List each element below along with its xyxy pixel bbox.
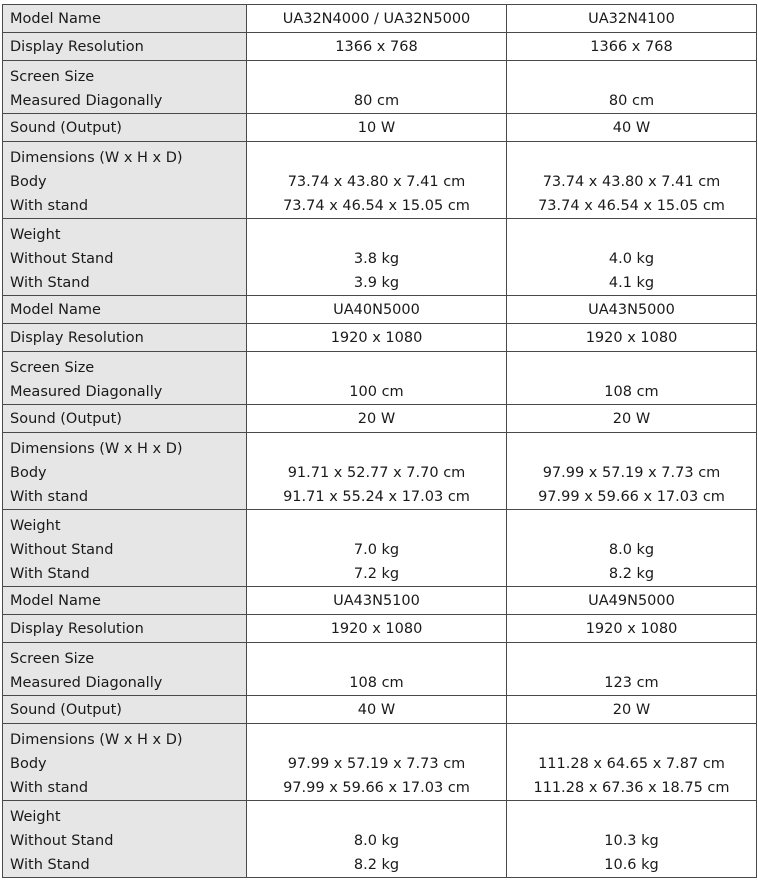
spec-label: With stand	[10, 489, 89, 505]
spec-label-cell	[3, 61, 247, 114]
spec-value: 1920 x 1080	[330, 621, 423, 637]
spec-label: Display Resolution	[10, 39, 144, 55]
spec-value-cell	[507, 724, 757, 801]
spec-value: 1366 x 768	[335, 39, 418, 55]
spec-value-cell	[247, 696, 507, 724]
spec-label: With stand	[10, 780, 89, 796]
spec-value: 7.2 kg	[353, 566, 400, 582]
spec-label: Without Stand	[10, 833, 114, 849]
spec-label: Without Stand	[10, 251, 114, 267]
spec-label-cell	[3, 114, 247, 142]
spec-value: 111.28 x 64.65 x 7.87 cm	[538, 756, 725, 772]
spec-value: 4.1 kg	[608, 275, 655, 291]
spec-label: Body	[10, 465, 47, 481]
spec-label: With Stand	[10, 566, 90, 582]
spec-label-cell	[3, 405, 247, 433]
spec-label: Sound (Output)	[10, 702, 122, 718]
weight-row	[3, 801, 757, 878]
spec-value-cell	[247, 219, 507, 296]
spec-value-cell	[507, 219, 757, 296]
spec-value: UA32N4000 / UA32N5000	[282, 11, 471, 27]
spec-label-cell	[3, 696, 247, 724]
spec-label: With Stand	[10, 275, 90, 291]
spec-value: 73.74 x 46.54 x 15.05 cm	[283, 198, 470, 214]
spec-label: Measured Diagonally	[10, 675, 163, 691]
spec-label-cell	[3, 615, 247, 643]
spec-value: 80 cm	[353, 93, 400, 109]
spec-label: Dimensions (W x H x D)	[10, 441, 183, 457]
spec-value-cell	[247, 643, 507, 696]
spec-value-cell	[247, 324, 507, 352]
spec-value: 10 W	[357, 120, 396, 136]
spec-label-cell	[3, 801, 247, 878]
spec-value-cell	[247, 510, 507, 587]
spec-label: Body	[10, 174, 47, 190]
spec-label: Measured Diagonally	[10, 384, 163, 400]
spec-value-cell	[507, 352, 757, 405]
spec-value: 20 W	[357, 411, 396, 427]
spec-value-cell	[247, 724, 507, 801]
spec-value: 97.99 x 57.19 x 7.73 cm	[287, 756, 466, 772]
spec-value: UA43N5100	[333, 593, 420, 609]
spec-value: UA40N5000	[333, 302, 420, 318]
spec-value-cell	[247, 296, 507, 324]
spec-label: Weight	[10, 809, 61, 825]
spec-value-cell	[507, 801, 757, 878]
spec-value: 1920 x 1080	[585, 621, 678, 637]
spec-value-cell	[507, 615, 757, 643]
spec-table-body	[3, 5, 757, 878]
spec-label: Display Resolution	[10, 621, 144, 637]
spec-table	[2, 4, 757, 878]
spec-label: Weight	[10, 227, 61, 243]
spec-value: 10.3 kg	[604, 833, 659, 849]
spec-value: 8.2 kg	[353, 857, 400, 873]
spec-label: Without Stand	[10, 542, 114, 558]
spec-value: 40 W	[357, 702, 396, 718]
spec-value-cell	[507, 405, 757, 433]
spec-label-cell	[3, 352, 247, 405]
spec-label: Screen Size	[10, 360, 95, 376]
display-resolution-row	[3, 615, 757, 643]
spec-value: 97.99 x 59.66 x 17.03 cm	[538, 489, 725, 505]
spec-value: 8.0 kg	[608, 542, 655, 558]
spec-label: Body	[10, 756, 47, 772]
spec-label: Sound (Output)	[10, 411, 122, 427]
dimensions-row	[3, 433, 757, 510]
spec-value: 20 W	[612, 702, 651, 718]
spec-value: 3.9 kg	[353, 275, 400, 291]
dimensions-row	[3, 142, 757, 219]
spec-value: 91.71 x 55.24 x 17.03 cm	[283, 489, 470, 505]
spec-value-cell	[247, 33, 507, 61]
screen-size-row	[3, 61, 757, 114]
spec-label-cell	[3, 510, 247, 587]
spec-label-cell	[3, 33, 247, 61]
spec-value: 100 cm	[349, 384, 404, 400]
display-resolution-row	[3, 324, 757, 352]
spec-value-cell	[507, 33, 757, 61]
display-resolution-row	[3, 33, 757, 61]
spec-label: Weight	[10, 518, 61, 534]
spec-value-cell	[247, 587, 507, 615]
sound-output-row	[3, 405, 757, 433]
spec-value-cell	[507, 510, 757, 587]
spec-value: 73.74 x 46.54 x 15.05 cm	[538, 198, 725, 214]
spec-label-cell	[3, 219, 247, 296]
spec-label-cell	[3, 5, 247, 33]
spec-value-cell	[507, 324, 757, 352]
spec-label-cell	[3, 587, 247, 615]
spec-label: Measured Diagonally	[10, 93, 163, 109]
spec-value: 4.0 kg	[608, 251, 655, 267]
spec-value-cell	[507, 114, 757, 142]
spec-label: Dimensions (W x H x D)	[10, 732, 183, 748]
spec-value: 8.0 kg	[353, 833, 400, 849]
spec-label: With Stand	[10, 857, 90, 873]
spec-value-cell	[247, 433, 507, 510]
spec-label-cell	[3, 296, 247, 324]
spec-value: 73.74 x 43.80 x 7.41 cm	[287, 174, 466, 190]
model-name-row	[3, 587, 757, 615]
spec-value: 1920 x 1080	[585, 330, 678, 346]
spec-value: 20 W	[612, 411, 651, 427]
screen-size-row	[3, 352, 757, 405]
spec-value: 108 cm	[349, 675, 404, 691]
spec-label-cell	[3, 433, 247, 510]
spec-value-cell	[507, 696, 757, 724]
spec-value-cell	[247, 615, 507, 643]
dimensions-row	[3, 724, 757, 801]
spec-value-cell	[247, 352, 507, 405]
spec-label: Model Name	[10, 302, 101, 318]
spec-label: Screen Size	[10, 651, 95, 667]
weight-row	[3, 510, 757, 587]
spec-value-cell	[507, 587, 757, 615]
spec-label-cell	[3, 324, 247, 352]
spec-value: 40 W	[612, 120, 651, 136]
spec-value-cell	[507, 61, 757, 114]
model-name-row	[3, 296, 757, 324]
spec-value: 3.8 kg	[353, 251, 400, 267]
spec-value-cell	[507, 433, 757, 510]
weight-row	[3, 219, 757, 296]
spec-label: Display Resolution	[10, 330, 144, 346]
screen-size-row	[3, 643, 757, 696]
spec-value: 97.99 x 57.19 x 7.73 cm	[542, 465, 721, 481]
spec-value: UA32N4100	[588, 11, 675, 27]
spec-value: 123 cm	[604, 675, 659, 691]
spec-value: 111.28 x 67.36 x 18.75 cm	[533, 780, 730, 796]
spec-label: Dimensions (W x H x D)	[10, 150, 183, 166]
sound-output-row	[3, 696, 757, 724]
spec-value: 97.99 x 59.66 x 17.03 cm	[283, 780, 470, 796]
spec-value-cell	[247, 114, 507, 142]
spec-value: UA43N5000	[588, 302, 675, 318]
spec-value: 108 cm	[604, 384, 659, 400]
spec-label: Model Name	[10, 593, 101, 609]
spec-label: Sound (Output)	[10, 120, 122, 136]
spec-value: 7.0 kg	[353, 542, 400, 558]
spec-value: 1920 x 1080	[330, 330, 423, 346]
spec-label: With stand	[10, 198, 89, 214]
spec-label: Screen Size	[10, 69, 95, 85]
spec-label-cell	[3, 142, 247, 219]
spec-label-cell	[3, 724, 247, 801]
spec-value-cell	[247, 5, 507, 33]
spec-value: 80 cm	[608, 93, 655, 109]
spec-value-cell	[247, 61, 507, 114]
spec-label-cell	[3, 643, 247, 696]
spec-value-cell	[507, 142, 757, 219]
spec-value: UA49N5000	[588, 593, 675, 609]
spec-value-cell	[507, 643, 757, 696]
spec-value-cell	[247, 405, 507, 433]
spec-value: 91.71 x 52.77 x 7.70 cm	[287, 465, 466, 481]
spec-value: 8.2 kg	[608, 566, 655, 582]
spec-value-cell	[507, 5, 757, 33]
spec-value-cell	[247, 801, 507, 878]
spec-value: 10.6 kg	[604, 857, 659, 873]
spec-label: Model Name	[10, 11, 101, 27]
sound-output-row	[3, 114, 757, 142]
spec-value: 1366 x 768	[590, 39, 673, 55]
spec-value: 73.74 x 43.80 x 7.41 cm	[542, 174, 721, 190]
spec-value-cell	[507, 296, 757, 324]
model-name-row	[3, 5, 757, 33]
spec-value-cell	[247, 142, 507, 219]
